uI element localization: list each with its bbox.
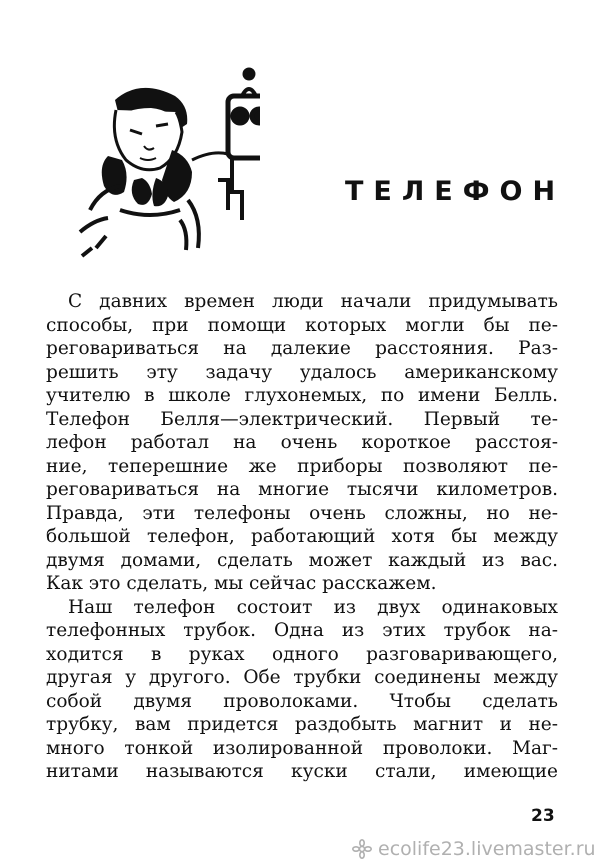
text-line: много тонкой изолированной проволоки. Маг- xyxy=(46,737,558,759)
watermark-text: ecolife23.livemaster.ru xyxy=(378,838,596,860)
text-line: двумя домами, сделать может каждый из вас. xyxy=(46,549,558,571)
text-line: ходится в руках одного разговаривающего, xyxy=(46,643,558,665)
text-line: С давних времен люди начали придумывать xyxy=(68,291,558,312)
cord xyxy=(192,153,228,160)
text-line: лефон работал на очень короткое расстоя- xyxy=(46,432,558,453)
body-text xyxy=(46,290,558,784)
paragraph xyxy=(46,290,558,596)
text-line: трубку, вам придется раздобыть магнит и не- xyxy=(46,714,558,735)
text-line: Наш телефон состоит из двух одинаковых xyxy=(68,596,558,618)
text-line: реговариваться на далекие расстояния. Раз- xyxy=(46,338,558,359)
boy-with-telephone-icon xyxy=(60,60,260,260)
text-line: решить эту задачу удалось американскому xyxy=(46,361,558,383)
paragraph xyxy=(46,596,558,784)
text-line: собой двумя проволоками. Чтобы сделать xyxy=(46,690,558,712)
page-number: 23 xyxy=(531,806,555,826)
watermark xyxy=(352,838,596,860)
text-line: ние, теперешние же приборы позволяют пе- xyxy=(46,455,558,477)
text-line: Правда, эти телефоны очень сложны, но не- xyxy=(46,502,558,524)
text-line: Как это сделать, мы сейчас расскажем. xyxy=(46,573,437,594)
flower-icon xyxy=(352,839,372,859)
page-title: ТЕЛЕФОН xyxy=(345,176,566,207)
text-line: учителю в школе глухонемых, по имени Белль. xyxy=(46,385,558,406)
text-line: другая у другого. Обе трубки соединены между xyxy=(46,667,558,688)
text-line: телефонных трубок. Одна из этих трубок на- xyxy=(46,620,558,641)
text-line: большой телефон, работающий хотя бы между xyxy=(46,526,558,547)
text-line: способы, при помощи которых могли бы пе- xyxy=(46,314,558,336)
text-line: реговариваться на многие тысячи километров. xyxy=(46,479,558,500)
text-line: Телефон Белля—электрический. Первый те- xyxy=(46,408,558,430)
text-line: нитами называются куски стали, имеющие xyxy=(46,761,558,782)
wall-telephone xyxy=(218,70,260,220)
